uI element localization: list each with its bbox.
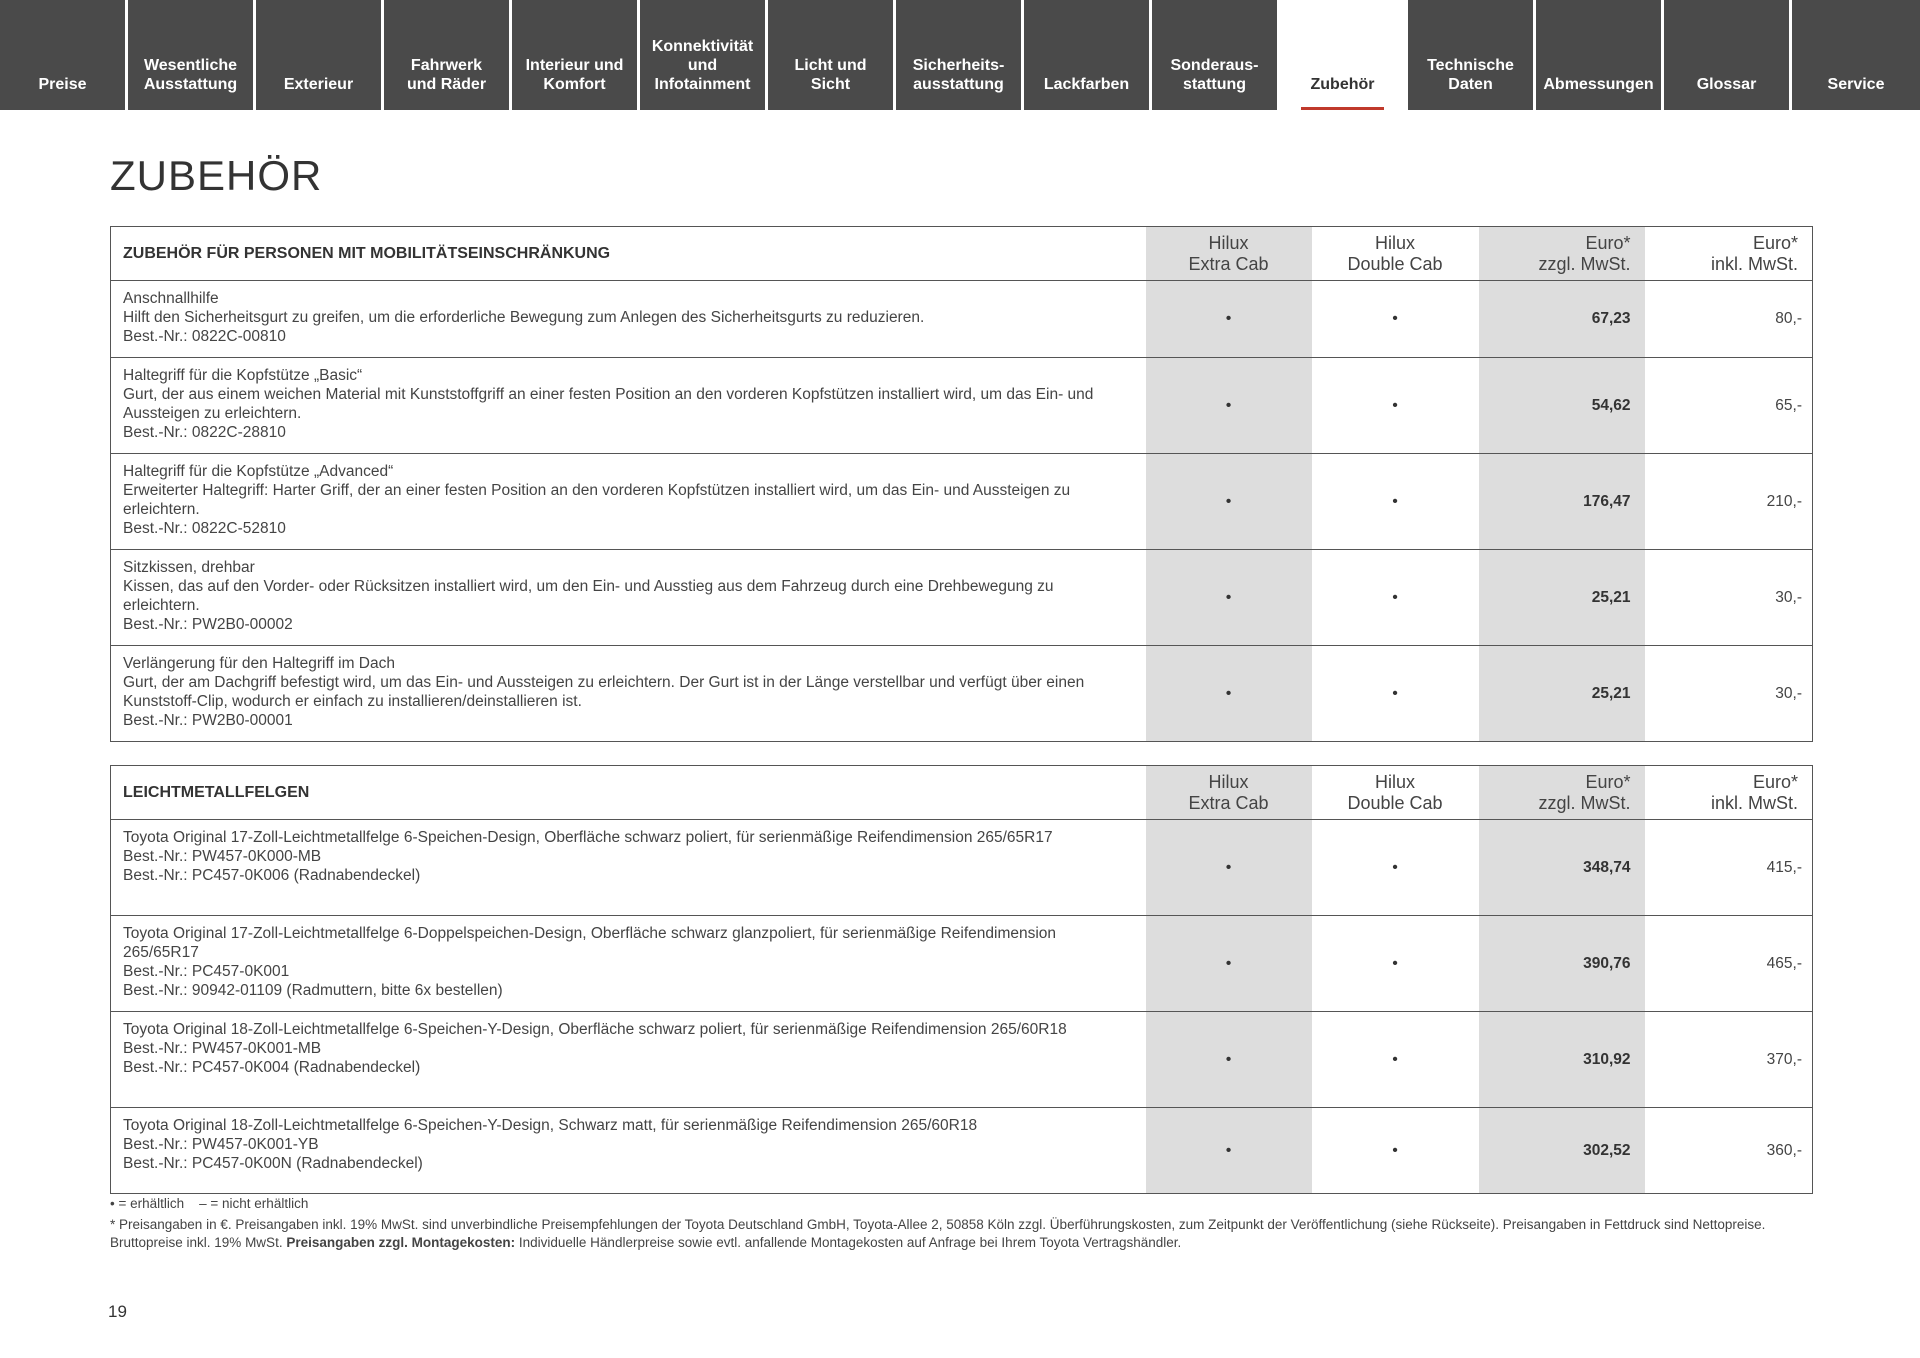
item-description xyxy=(111,1012,1146,1108)
item-detail: Best.-Nr.: PW2B0-00001 xyxy=(123,712,293,729)
item-title: Toyota Original 17-Zoll-Leichtmetallfelge 6-Doppelspeichen-Design, Oberfläche schwarz glanzpoliert, für serienmäßige Reifendimension 265/65R17 xyxy=(123,925,1057,961)
availability-extra-cab: • xyxy=(1146,454,1312,550)
availability-extra-cab: • xyxy=(1146,1108,1312,1194)
availability-extra-cab: • xyxy=(1146,646,1312,742)
nav-tab-14[interactable]: Service xyxy=(1792,0,1920,110)
price-net: 390,76 xyxy=(1479,916,1645,1012)
item-title: Toyota Original 18-Zoll-Leichtmetallfelge 6-Speichen-Y-Design, Schwarz matt, für serienmäßige Reifendimension 265/60R18 xyxy=(123,1117,978,1134)
section-heading: LEICHTMETALLFELGEN xyxy=(111,766,1146,820)
item-detail: Best.-Nr.: PC457-0K00N (Radnabendeckel) xyxy=(123,1155,423,1172)
item-detail: Best.-Nr.: 90942-01109 (Radmuttern, bitte 6x bestellen) xyxy=(123,982,503,999)
price-net: 54,62 xyxy=(1479,358,1645,454)
availability-double-cab: • xyxy=(1312,358,1479,454)
item-detail: Best.-Nr.: PW457-0K001-MB xyxy=(123,1040,322,1057)
item-title: Anschnallhilfe xyxy=(123,290,219,307)
nav-tab-5[interactable]: Konnektivität und Infotainment xyxy=(640,0,765,110)
col-header-double-cab: Hilux Double Cab xyxy=(1312,227,1479,281)
nav-tab-7[interactable]: Sicherheits- ausstattung xyxy=(896,0,1021,110)
item-title: Verlängerung für den Haltegriff im Dach xyxy=(123,655,395,672)
price-gross: 415,- xyxy=(1645,820,1813,916)
price-gross: 65,- xyxy=(1645,358,1813,454)
item-detail: Best.-Nr.: 0822C-28810 xyxy=(123,424,286,441)
price-net: 348,74 xyxy=(1479,820,1645,916)
item-description xyxy=(111,281,1146,358)
availability-double-cab: • xyxy=(1312,550,1479,646)
item-title: Haltegriff für die Kopfstütze „Advanced“ xyxy=(123,463,394,480)
item-title: Haltegriff für die Kopfstütze „Basic“ xyxy=(123,367,363,384)
item-description xyxy=(111,358,1146,454)
table-row xyxy=(111,1012,1813,1108)
item-detail: Hilft den Sicherheitsgurt zu greifen, um die erforderliche Bewegung zum Anlegen des Sicherheitsgurts zu reduzieren. xyxy=(123,309,925,326)
item-detail: Best.-Nr.: PC457-0K001 xyxy=(123,963,290,980)
item-detail: Kissen, das auf den Vorder- oder Rücksitzen installiert wird, um den Ein- und Ausstieg aus dem Fahrzeug durch eine Drehbewegung zu erleichtern. xyxy=(123,578,1054,614)
nav-tab-2[interactable]: Exterieur xyxy=(256,0,381,110)
table-row xyxy=(111,454,1813,550)
price-net: 302,52 xyxy=(1479,1108,1645,1194)
item-detail: Best.-Nr.: 0822C-52810 xyxy=(123,520,286,537)
availability-double-cab: • xyxy=(1312,1012,1479,1108)
item-description xyxy=(111,646,1146,742)
price-gross: 465,- xyxy=(1645,916,1813,1012)
col-header-gross-price: Euro* inkl. MwSt. xyxy=(1645,766,1813,820)
item-detail: Gurt, der aus einem weichen Material mit Kunststoffgriff an einer festen Position an den vorderen Kopfstützen installiert wird, um das Ein- und Aussteigen zu erleichtern. xyxy=(123,386,1094,422)
availability-extra-cab: • xyxy=(1146,916,1312,1012)
nav-tab-12[interactable]: Abmessungen xyxy=(1536,0,1661,110)
nav-tab-6[interactable]: Licht und Sicht xyxy=(768,0,893,110)
item-detail: Best.-Nr.: 0822C-00810 xyxy=(123,328,286,345)
item-detail: Best.-Nr.: PC457-0K006 (Radnabendeckel) xyxy=(123,867,421,884)
nav-tab-8[interactable]: Lackfarben xyxy=(1024,0,1149,110)
table-row xyxy=(111,916,1813,1012)
nav-tab-3[interactable]: Fahrwerk und Räder xyxy=(384,0,509,110)
table-row xyxy=(111,646,1813,742)
price-net: 25,21 xyxy=(1479,646,1645,742)
availability-legend: • = erhältlich – = nicht erhältlich xyxy=(110,1196,309,1211)
availability-extra-cab: • xyxy=(1146,358,1312,454)
nav-tab-4[interactable]: Interieur und Komfort xyxy=(512,0,637,110)
price-gross: 360,- xyxy=(1766,1141,1802,1159)
availability-double-cab: • xyxy=(1392,684,1398,702)
table-row xyxy=(111,820,1813,916)
availability-double-cab: • xyxy=(1312,820,1479,916)
availability-extra-cab: • xyxy=(1146,550,1312,646)
col-header-gross-price: Euro* inkl. MwSt. xyxy=(1645,227,1813,281)
item-detail: Best.-Nr.: PW457-0K001-YB xyxy=(123,1136,319,1153)
nav-tab-10[interactable]: Zubehör xyxy=(1280,0,1405,110)
col-header-net-price: Euro* zzgl. MwSt. xyxy=(1479,766,1645,820)
item-detail: Best.-Nr.: PW2B0-00002 xyxy=(123,616,293,633)
item-detail: Best.-Nr.: PC457-0K004 (Radnabendeckel) xyxy=(123,1059,421,1076)
item-description xyxy=(111,1108,1146,1194)
item-title: Toyota Original 17-Zoll-Leichtmetallfelge 6-Speichen-Design, Oberfläche schwarz poliert, für serienmäßige Reifendimension 265/65R17 xyxy=(123,829,1053,846)
price-footnote: * Preisangaben in €. Preisangaben inkl. 19% MwSt. sind unverbindliche Preisempfehlungen der Toyota Deutschland GmbH, Toyota-Allee 2, 50858 Köln zzgl. Überführungskosten, zum Zeitpunkt der Veröffentlichung (siehe Rückseite). Preisangaben in Fettdruck sind Nettopreise. Bruttopreise inkl. 19% MwSt. Preisangaben zzgl. Montagekosten: Individuelle Händlerpreise sowie evtl. anfallende Montagekosten auf Anfrage bei Ihrem Toyota Vertragshändler. xyxy=(110,1217,1766,1250)
item-title: Toyota Original 18-Zoll-Leichtmetallfelge 6-Speichen-Y-Design, Oberfläche schwarz poliert, für serienmäßige Reifendimension 265/60R18 xyxy=(123,1021,1067,1038)
item-description xyxy=(111,550,1146,646)
availability-double-cab: • xyxy=(1392,1141,1398,1159)
price-gross: 30,- xyxy=(1775,684,1802,702)
col-header-extra-cab: Hilux Extra Cab xyxy=(1146,227,1312,281)
alloy-wheels-table xyxy=(110,765,1813,1194)
nav-tab-11[interactable]: Technische Daten xyxy=(1408,0,1533,110)
price-net: 310,92 xyxy=(1479,1012,1645,1108)
nav-tab-9[interactable]: Sonderaus- stattung xyxy=(1152,0,1277,110)
nav-tab-0[interactable]: Preise xyxy=(0,0,125,110)
section-nav xyxy=(0,0,1920,110)
mobility-accessories-table xyxy=(110,226,1813,742)
item-detail: Erweiterter Haltegriff: Harter Griff, der an einer festen Position an den vorderen Kopfstützen installiert wird, um das Ein- und Aussteigen zu erleichtern. xyxy=(123,482,1071,518)
page-number: 19 xyxy=(108,1302,127,1321)
col-header-extra-cab: Hilux Extra Cab xyxy=(1146,766,1312,820)
availability-double-cab: • xyxy=(1312,916,1479,1012)
item-description xyxy=(111,916,1146,1012)
page-title: ZUBEHÖR xyxy=(110,152,323,199)
item-description xyxy=(111,820,1146,916)
item-title: Sitzkissen, drehbar xyxy=(123,559,255,576)
price-net: 25,21 xyxy=(1479,550,1645,646)
price-gross: 80,- xyxy=(1645,281,1813,358)
availability-double-cab: • xyxy=(1312,281,1479,358)
item-detail: Gurt, der am Dachgriff befestigt wird, um das Ein- und Aussteigen zu erleichtern. Der Gurt ist in der Länge verstellbar und verfügt über einen Kunststoff-Clip, wodurch er einfach zu installieren/deinstallieren ist. xyxy=(123,674,1085,710)
table-row xyxy=(111,281,1813,358)
item-detail: Best.-Nr.: PW457-0K000-MB xyxy=(123,848,322,865)
price-net: 67,23 xyxy=(1479,281,1645,358)
nav-tab-13[interactable]: Glossar xyxy=(1664,0,1789,110)
item-description xyxy=(111,454,1146,550)
availability-extra-cab: • xyxy=(1146,1012,1312,1108)
price-gross: 30,- xyxy=(1645,550,1813,646)
nav-tab-1[interactable]: Wesentliche Ausstattung xyxy=(128,0,253,110)
col-header-net-price: Euro* zzgl. MwSt. xyxy=(1479,227,1645,281)
availability-double-cab: • xyxy=(1312,454,1479,550)
table-row xyxy=(111,1108,1813,1194)
table-row xyxy=(111,550,1813,646)
price-gross: 370,- xyxy=(1645,1012,1813,1108)
availability-extra-cab: • xyxy=(1146,281,1312,358)
price-net: 176,47 xyxy=(1479,454,1645,550)
table-row xyxy=(111,358,1813,454)
availability-extra-cab: • xyxy=(1146,820,1312,916)
section-heading: ZUBEHÖR FÜR PERSONEN MIT MOBILITÄTSEINSCHRÄNKUNG xyxy=(111,227,1146,281)
col-header-double-cab: Hilux Double Cab xyxy=(1312,766,1479,820)
price-gross: 210,- xyxy=(1645,454,1813,550)
